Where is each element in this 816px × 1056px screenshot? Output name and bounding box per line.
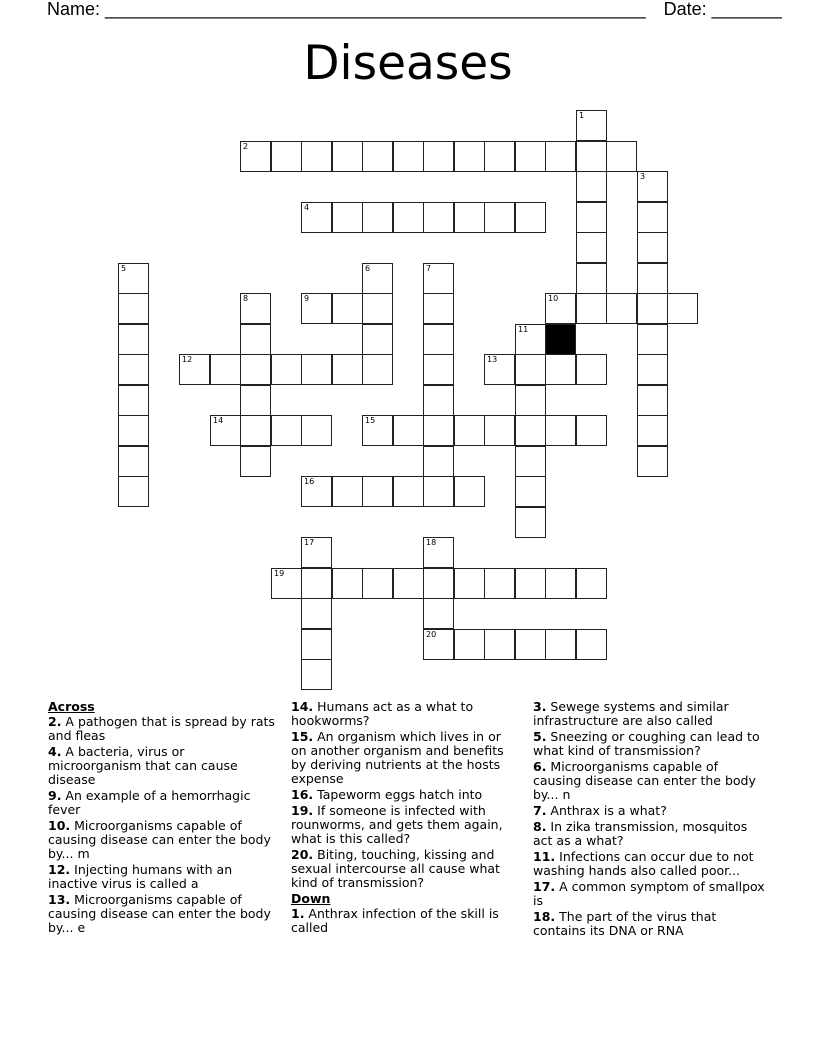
clue-number: 18 (426, 538, 437, 547)
crossword-cell[interactable] (423, 385, 454, 416)
clue-number: 3 (640, 172, 646, 181)
clue-label: 1. (291, 906, 305, 921)
clue (533, 910, 768, 938)
clue-text: A bacteria, virus or microorganism that can cause disease (48, 744, 238, 787)
crossword-cell[interactable] (332, 568, 363, 599)
clue-text: Biting, touching, kissing and sexual intercourse all cause what kind of transmission? (291, 847, 500, 890)
clue-text: Microorganisms capable of causing disease can enter the body by... e (48, 892, 271, 935)
clue (533, 730, 768, 758)
crossword-cell[interactable] (637, 385, 668, 416)
clue-number: 19 (274, 569, 285, 578)
crossword-cell[interactable] (454, 629, 485, 660)
clue (533, 820, 768, 848)
crossword-cell[interactable] (240, 293, 271, 324)
crossword-cell[interactable] (484, 354, 515, 385)
crossword-cell[interactable] (667, 293, 698, 324)
clue-label: 3. (533, 699, 547, 714)
crossword-black-cell (545, 324, 576, 355)
clue-text: Anthrax is a what? (546, 803, 667, 818)
crossword-cell[interactable] (515, 324, 546, 355)
crossword-cell[interactable] (606, 141, 637, 172)
clue-label: 11. (533, 849, 556, 864)
clue (291, 804, 516, 846)
name-field[interactable]: Name: ______________________________________________________ (47, 0, 646, 19)
crossword-cell[interactable] (515, 629, 546, 660)
crossword-cell[interactable] (515, 568, 546, 599)
crossword-cell[interactable] (362, 202, 393, 233)
crossword-cell[interactable] (118, 293, 149, 324)
clue-label: 18. (533, 909, 556, 924)
crossword-cell[interactable] (637, 232, 668, 263)
clue-number: 12 (182, 355, 193, 364)
crossword-cell[interactable] (393, 202, 424, 233)
crossword-cell[interactable] (454, 141, 485, 172)
clue-number: 11 (518, 325, 529, 334)
crossword-cell[interactable] (423, 202, 454, 233)
crossword-cell[interactable] (118, 415, 149, 446)
crossword-cell[interactable] (301, 141, 332, 172)
clue-label: 5. (533, 729, 547, 744)
clue (291, 788, 516, 802)
crossword-cell[interactable] (576, 263, 607, 294)
crossword-cell[interactable] (637, 354, 668, 385)
clue-text: A pathogen that is spread by rats and fleas (48, 714, 275, 743)
clue-text: In zika transmission, mosquitos act as a what? (533, 819, 748, 848)
crossword-cell[interactable] (118, 385, 149, 416)
clue-text: An organism which lives in or on another organism and benefits by deriving nutrients at the hosts expense (291, 729, 504, 786)
clue (291, 907, 516, 935)
clue (533, 804, 768, 818)
crossword-cell[interactable] (637, 263, 668, 294)
clue (291, 848, 516, 890)
crossword-cell[interactable] (393, 568, 424, 599)
crossword-cell[interactable] (576, 415, 607, 446)
crossword-cell[interactable] (576, 141, 607, 172)
clue-column-2 (291, 700, 516, 937)
crossword-cell[interactable] (423, 598, 454, 629)
clue-text: Humans act as a what to hookworms? (291, 699, 474, 728)
crossword-cell[interactable] (423, 537, 454, 568)
clue (48, 745, 276, 787)
crossword-cell[interactable] (271, 354, 302, 385)
clue-number: 8 (243, 294, 249, 303)
crossword-cell[interactable] (576, 568, 607, 599)
clue-label: 10. (48, 818, 71, 833)
crossword-cell[interactable] (362, 354, 393, 385)
crossword-cell[interactable] (362, 476, 393, 507)
clue-number: 16 (304, 477, 315, 486)
crossword-cell[interactable] (423, 354, 454, 385)
crossword-cell[interactable] (179, 354, 210, 385)
crossword-cell[interactable] (240, 385, 271, 416)
crossword-cell[interactable] (301, 659, 332, 690)
crossword-cell[interactable] (637, 171, 668, 202)
crossword-cell[interactable] (118, 263, 149, 294)
clue (48, 863, 276, 891)
clue-number: 10 (548, 294, 559, 303)
clue (533, 700, 768, 728)
crossword-cell[interactable] (423, 629, 454, 660)
clue-label: 2. (48, 714, 62, 729)
crossword-cell[interactable] (637, 324, 668, 355)
crossword-cell[interactable] (301, 354, 332, 385)
crossword-cell[interactable] (301, 202, 332, 233)
clue-label: 20. (291, 847, 314, 862)
clue (48, 893, 276, 935)
crossword-cell[interactable] (515, 385, 546, 416)
clue (48, 789, 276, 817)
clue-label: 6. (533, 759, 547, 774)
crossword-cell[interactable] (484, 202, 515, 233)
crossword-cell[interactable] (393, 476, 424, 507)
clue-number: 4 (304, 203, 310, 212)
crossword-cell[interactable] (637, 202, 668, 233)
clue-number: 17 (304, 538, 315, 547)
crossword-cell[interactable] (576, 202, 607, 233)
crossword-cell[interactable] (484, 629, 515, 660)
crossword-cell[interactable] (210, 354, 241, 385)
crossword-cell[interactable] (606, 293, 637, 324)
clue (533, 850, 768, 878)
clue-label: 7. (533, 803, 547, 818)
crossword-cell[interactable] (240, 354, 271, 385)
crossword-cell[interactable] (576, 629, 607, 660)
clue-number: 9 (304, 294, 310, 303)
crossword-cell[interactable] (423, 568, 454, 599)
crossword-cell[interactable] (576, 354, 607, 385)
clue-text: Sneezing or coughing can lead to what kind of transmission? (533, 729, 760, 758)
clue-label: 17. (533, 879, 556, 894)
crossword-cell[interactable] (576, 110, 607, 141)
crossword-cell[interactable] (423, 141, 454, 172)
crossword-cell[interactable] (515, 446, 546, 477)
crossword-cell[interactable] (301, 629, 332, 660)
crossword-cell[interactable] (332, 354, 363, 385)
crossword-cell[interactable] (301, 293, 332, 324)
crossword-cell[interactable] (454, 476, 485, 507)
clue-number: 14 (213, 416, 224, 425)
clue-number: 2 (243, 142, 249, 151)
crossword-cell[interactable] (576, 232, 607, 263)
clue-number: 15 (365, 416, 376, 425)
crossword-cell[interactable] (301, 537, 332, 568)
crossword-cell[interactable] (515, 354, 546, 385)
crossword-cell[interactable] (515, 141, 546, 172)
page-title: Diseases (303, 36, 513, 91)
crossword-cell[interactable] (301, 568, 332, 599)
clue (533, 880, 768, 908)
clue-text: The part of the virus that contains its DNA or RNA (533, 909, 717, 938)
clue-number: 6 (365, 264, 371, 273)
clue-text: Microorganisms capable of causing disease can enter the body by... n (533, 759, 756, 802)
crossword-cell[interactable] (240, 324, 271, 355)
clue-label: 16. (291, 787, 314, 802)
crossword-cell[interactable] (545, 415, 576, 446)
crossword-cell[interactable] (576, 171, 607, 202)
crossword-cell[interactable] (301, 476, 332, 507)
crossword-cell[interactable] (454, 568, 485, 599)
crossword-cell[interactable] (545, 141, 576, 172)
crossword-cell[interactable] (545, 568, 576, 599)
crossword-cell[interactable] (332, 202, 363, 233)
crossword-cell[interactable] (118, 446, 149, 477)
clue (291, 700, 516, 728)
clue-number: 5 (121, 264, 127, 273)
crossword-cell[interactable] (118, 476, 149, 507)
crossword-cell[interactable] (545, 354, 576, 385)
crossword-cell[interactable] (454, 202, 485, 233)
clue (533, 760, 768, 802)
clue-text: A common symptom of smallpox is (533, 879, 765, 908)
crossword-cell[interactable] (484, 141, 515, 172)
clue-label: 19. (291, 803, 314, 818)
crossword-cell[interactable] (637, 293, 668, 324)
crossword-cell[interactable] (362, 263, 393, 294)
clue-label: 14. (291, 699, 314, 714)
crossword-cell[interactable] (515, 507, 546, 538)
crossword-cell[interactable] (454, 415, 485, 446)
clue-number: 7 (426, 264, 432, 273)
clue-column-1 (48, 700, 276, 937)
date-field[interactable]: Date: _______ (663, 0, 782, 19)
crossword-cell[interactable] (515, 415, 546, 446)
crossword-cell[interactable] (240, 446, 271, 477)
crossword-cell[interactable] (637, 415, 668, 446)
crossword-cell[interactable] (484, 415, 515, 446)
crossword-cell[interactable] (240, 141, 271, 172)
crossword-cell[interactable] (362, 293, 393, 324)
crossword-cell[interactable] (515, 202, 546, 233)
crossword-cell[interactable] (271, 568, 302, 599)
clue-text: Infections can occur due to not washing hands also called poor... (533, 849, 754, 878)
clue (48, 819, 276, 861)
clue-number: 20 (426, 630, 437, 639)
clue-text: Sewege systems and similar infrastructure are also called (533, 699, 729, 728)
clue-text: Injecting humans with an inactive virus is called a (48, 862, 233, 891)
crossword-cell[interactable] (118, 324, 149, 355)
crossword-cell[interactable] (393, 141, 424, 172)
crossword-cell[interactable] (332, 476, 363, 507)
clue-number: 13 (487, 355, 498, 364)
crossword-cell[interactable] (515, 476, 546, 507)
crossword-cell[interactable] (301, 598, 332, 629)
clue-text: An example of a hemorrhagic fever (48, 788, 251, 817)
across-heading: Across (48, 699, 95, 714)
down-heading: Down (291, 891, 331, 906)
crossword-cell[interactable] (118, 354, 149, 385)
clue-label: 15. (291, 729, 314, 744)
crossword-cell[interactable] (210, 415, 241, 446)
clue-number: 1 (579, 111, 585, 120)
clue-label: 13. (48, 892, 71, 907)
clue-label: 4. (48, 744, 62, 759)
crossword-cell[interactable] (637, 446, 668, 477)
crossword-cell[interactable] (423, 263, 454, 294)
crossword-cell[interactable] (576, 293, 607, 324)
crossword-cell[interactable] (362, 141, 393, 172)
clue-text: Microorganisms capable of causing disease can enter the body by... m (48, 818, 271, 861)
crossword-cell[interactable] (423, 293, 454, 324)
crossword-cell[interactable] (362, 415, 393, 446)
crossword-cell[interactable] (545, 629, 576, 660)
clue (48, 715, 276, 743)
clue-label: 8. (533, 819, 547, 834)
clue-text: If someone is infected with rounworms, and gets them again, what is this called? (291, 803, 503, 846)
crossword-cell[interactable] (271, 415, 302, 446)
crossword-cell[interactable] (484, 568, 515, 599)
clue-column-3 (533, 700, 768, 940)
crossword-cell[interactable] (332, 293, 363, 324)
crossword-cell[interactable] (423, 324, 454, 355)
crossword-cell[interactable] (271, 141, 302, 172)
crossword-cell[interactable] (423, 476, 454, 507)
crossword-cell[interactable] (362, 568, 393, 599)
crossword-cell[interactable] (301, 415, 332, 446)
crossword-cell[interactable] (362, 324, 393, 355)
clue-text: Tapeworm eggs hatch into (313, 787, 483, 802)
crossword-cell[interactable] (423, 415, 454, 446)
clue-label: 9. (48, 788, 62, 803)
crossword-cell[interactable] (393, 415, 424, 446)
crossword-cell[interactable] (332, 141, 363, 172)
crossword-cell[interactable] (240, 415, 271, 446)
clue-label: 12. (48, 862, 71, 877)
crossword-cell[interactable] (545, 293, 576, 324)
clue-text: Anthrax infection of the skill is called (291, 906, 499, 935)
crossword-cell[interactable] (423, 446, 454, 477)
clue (291, 730, 516, 786)
